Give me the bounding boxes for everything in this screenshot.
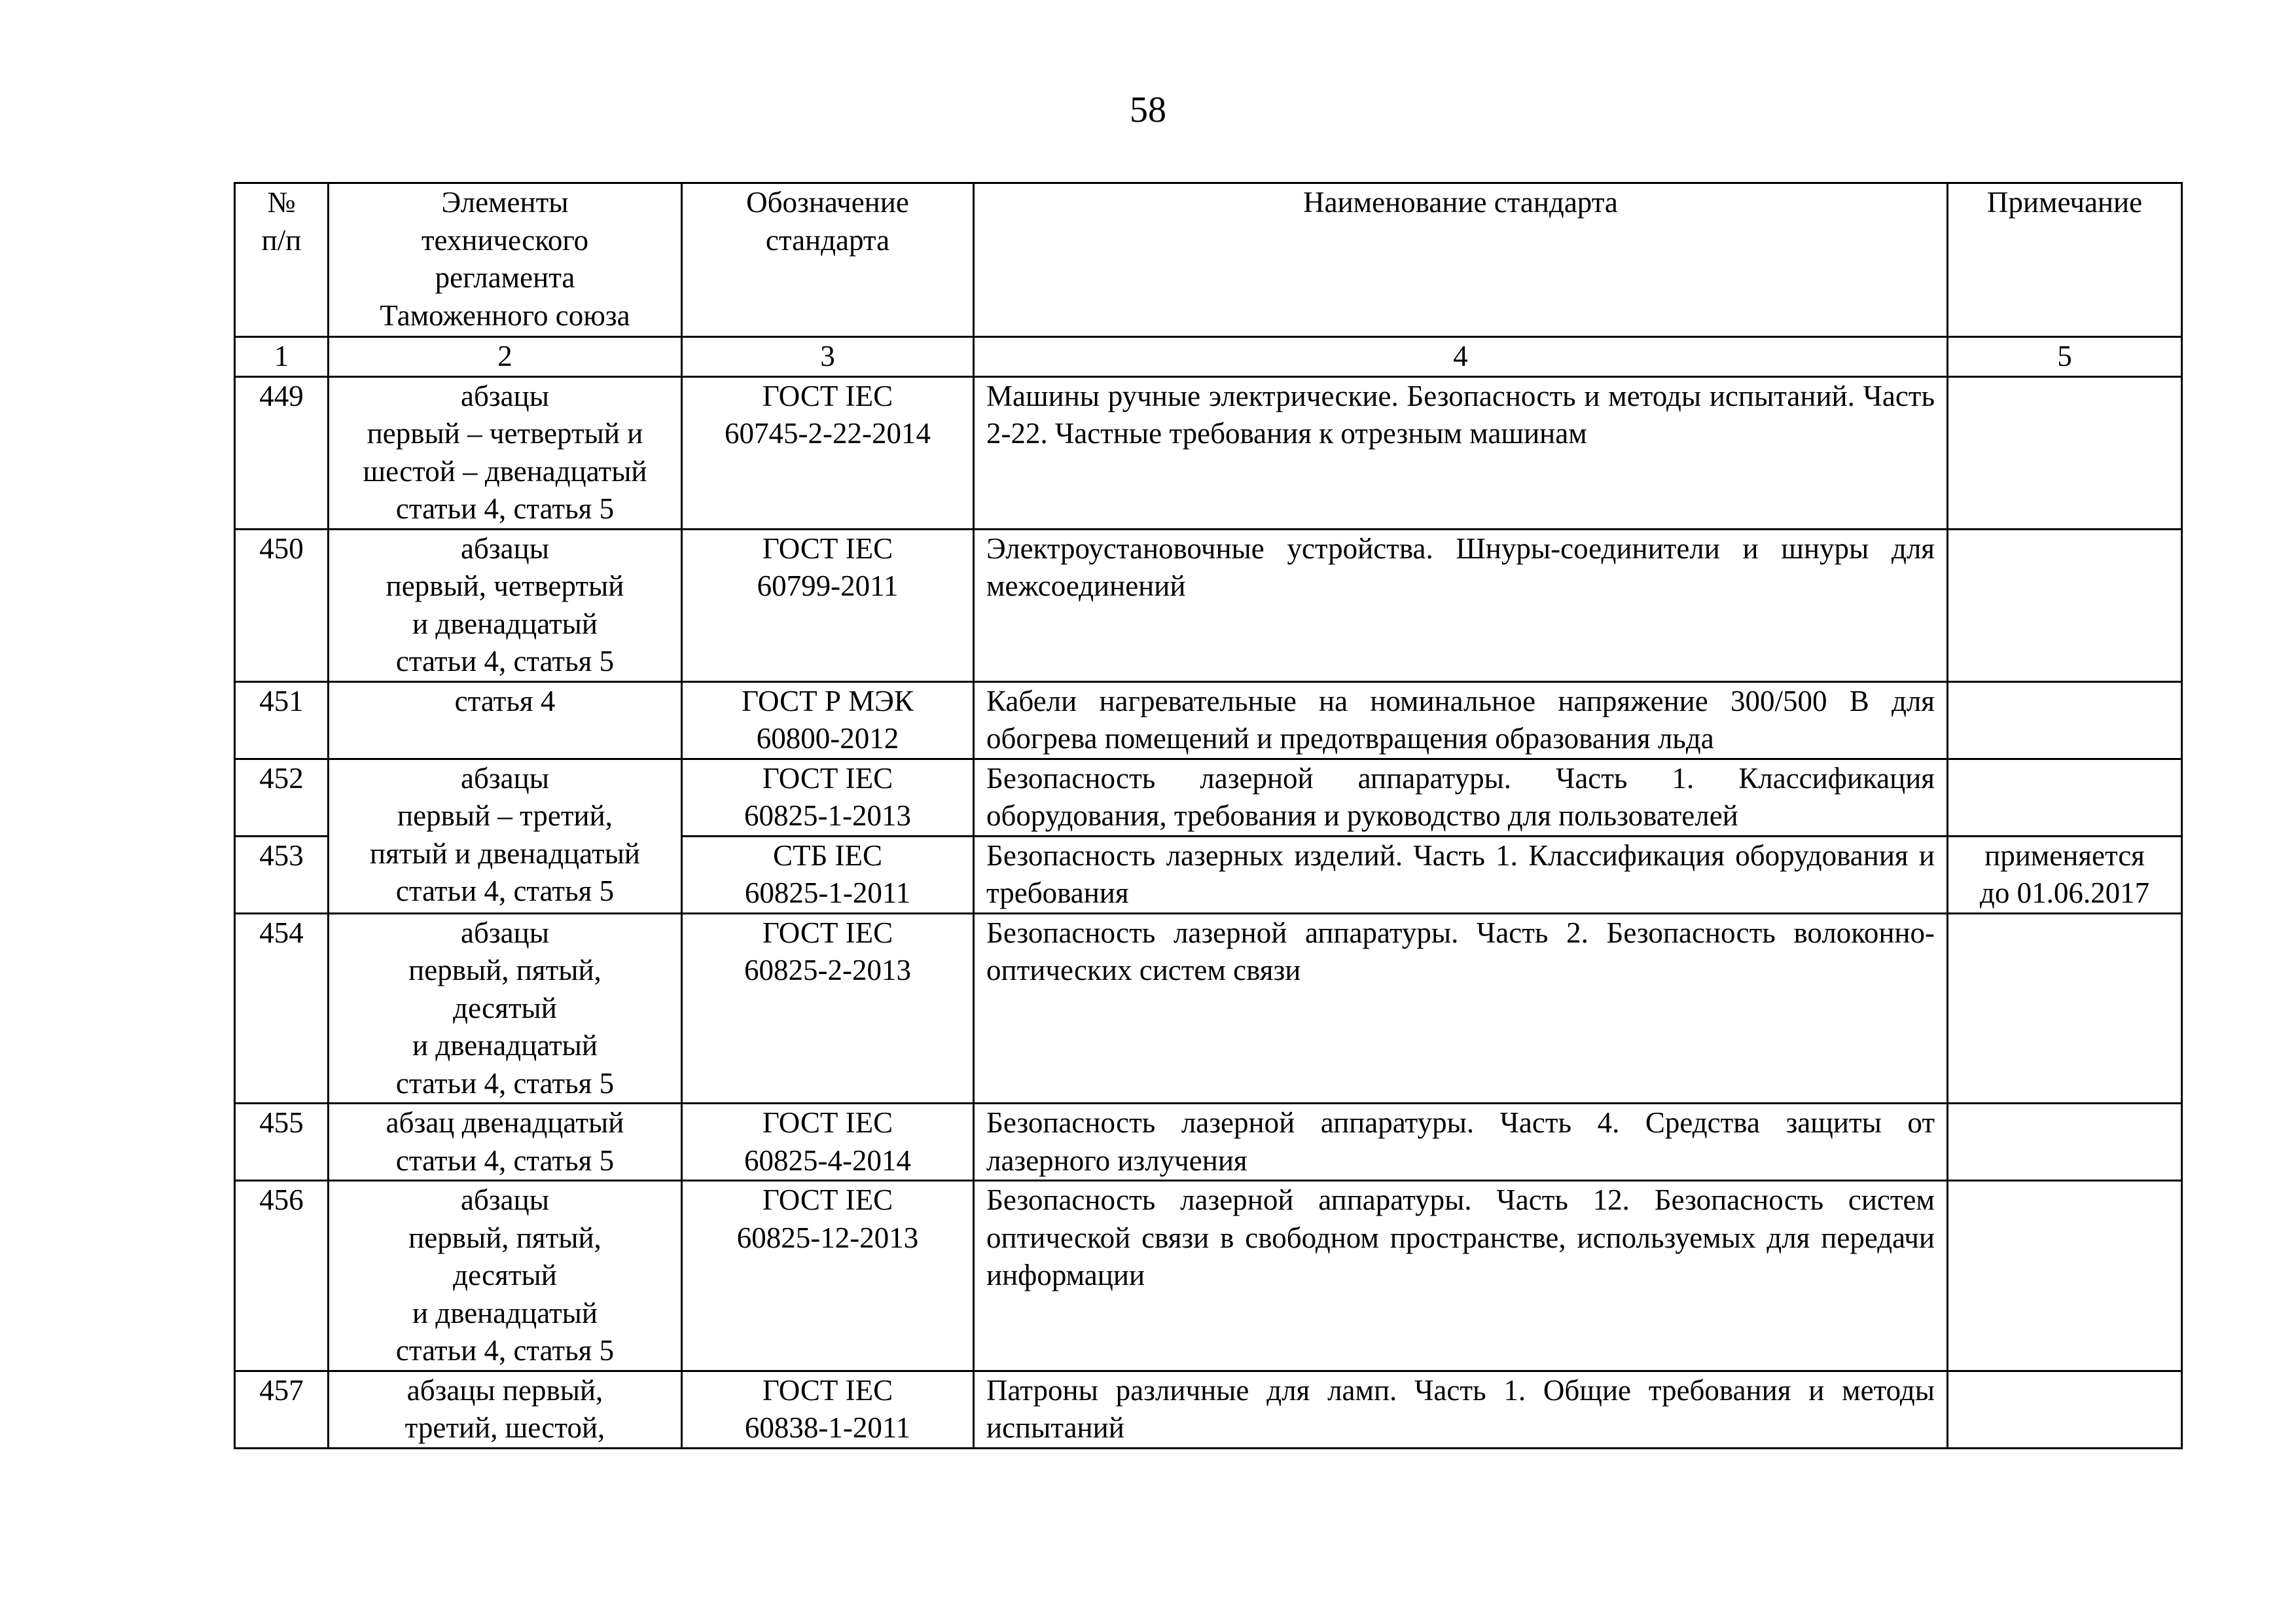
row-standard-name: Машины ручные электрические. Безопасность и методы испытаний. Часть 2-22. Частные требования к отрезным машинам [974, 376, 1948, 529]
row-designation: ГОСТ Р МЭК 60800-2012 [682, 681, 974, 759]
row-number: 452 [235, 759, 329, 836]
table-row [235, 759, 2182, 836]
header-note: Примечание [1948, 183, 2182, 337]
row-designation: ГОСТ IEC 60825-1-2013 [682, 759, 974, 836]
row-note: применяется до 01.06.2017 [1948, 836, 2182, 913]
row-designation: СТБ IEC 60825-1-2011 [682, 836, 974, 913]
row-designation: ГОСТ IEC 60799-2011 [682, 529, 974, 681]
row-elements: абзац двенадцатый статьи 4, статья 5 [329, 1104, 682, 1181]
table-row [235, 529, 2182, 681]
row-standard-name: Безопасность лазерной аппаратуры. Часть 2. Безопасность волоконно-оптических систем связи [974, 913, 1948, 1104]
row-designation: ГОСТ IEC 60825-2-2013 [682, 913, 974, 1104]
header-elements: Элементы технического регламента Таможенного союза [329, 183, 682, 337]
row-note [1948, 681, 2182, 759]
column-number-4: 4 [974, 337, 1948, 377]
row-elements: абзацы первый, пятый, десятый и двенадцатый статьи 4, статья 5 [329, 913, 682, 1104]
header-number: № п/п [235, 183, 329, 337]
row-number: 449 [235, 376, 329, 529]
row-note [1948, 529, 2182, 681]
row-number: 453 [235, 836, 329, 913]
row-standard-name: Безопасность лазерной аппаратуры. Часть 1. Классификация оборудования, требования и руководство для пользователей [974, 759, 1948, 836]
row-number: 454 [235, 913, 329, 1104]
row-designation: ГОСТ IEC 60745-2-22-2014 [682, 376, 974, 529]
row-designation: ГОСТ IEC 60838-1-2011 [682, 1371, 974, 1448]
table-row [235, 1104, 2182, 1181]
standards-table [234, 182, 2183, 1449]
table-row [235, 1181, 2182, 1371]
row-standard-name: Безопасность лазерной аппаратуры. Часть 4. Средства защиты от лазерного излучения [974, 1104, 1948, 1181]
row-note [1948, 1371, 2182, 1448]
column-number-1: 1 [235, 337, 329, 377]
header-designation: Обозначение стандарта [682, 183, 974, 337]
row-elements: статья 4 [329, 681, 682, 759]
column-number-2: 2 [329, 337, 682, 377]
row-elements: абзацы первый, пятый, десятый и двенадцатый статьи 4, статья 5 [329, 1181, 682, 1371]
row-note [1948, 376, 2182, 529]
column-number-row [235, 337, 2182, 377]
row-standard-name: Безопасность лазерных изделий. Часть 1. Классификация оборудования и требования [974, 836, 1948, 913]
row-standard-name: Безопасность лазерной аппаратуры. Часть 12. Безопасность систем оптической связи в свободном пространстве, используемых для передачи информации [974, 1181, 1948, 1371]
row-elements: абзацы первый, четвертый и двенадцатый статьи 4, статья 5 [329, 529, 682, 681]
column-number-3: 3 [682, 337, 974, 377]
table-row [235, 1371, 2182, 1448]
row-elements: абзацы первый, третий, шестой, [329, 1371, 682, 1448]
page-number: 58 [1130, 90, 1166, 130]
row-standard-name: Электроустановочные устройства. Шнуры-соединители и шнуры для межсоединений [974, 529, 1948, 681]
row-note [1948, 759, 2182, 836]
row-note [1948, 1104, 2182, 1181]
column-number-5: 5 [1948, 337, 2182, 377]
table-row [235, 913, 2182, 1104]
table-header-row [235, 183, 2182, 337]
row-number: 451 [235, 681, 329, 759]
row-note [1948, 1181, 2182, 1371]
row-number: 450 [235, 529, 329, 681]
row-elements: абзацы первый – четвертый и шестой – двенадцатый статьи 4, статья 5 [329, 376, 682, 529]
row-standard-name: Патроны различные для ламп. Часть 1. Общие требования и методы испытаний [974, 1371, 1948, 1448]
row-designation: ГОСТ IEC 60825-12-2013 [682, 1181, 974, 1371]
row-elements: абзацы первый – третий, пятый и двенадцатый статьи 4, статья 5 [329, 759, 682, 913]
row-standard-name: Кабели нагревательные на номинальное напряжение 300/500 В для обогрева помещений и предотвращения образования льда [974, 681, 1948, 759]
table-row [235, 376, 2182, 529]
row-number: 456 [235, 1181, 329, 1371]
row-number: 457 [235, 1371, 329, 1448]
header-name: Наименование стандарта [974, 183, 1948, 337]
row-number: 455 [235, 1104, 329, 1181]
row-note [1948, 913, 2182, 1104]
table-row [235, 681, 2182, 759]
row-designation: ГОСТ IEC 60825-4-2014 [682, 1104, 974, 1181]
